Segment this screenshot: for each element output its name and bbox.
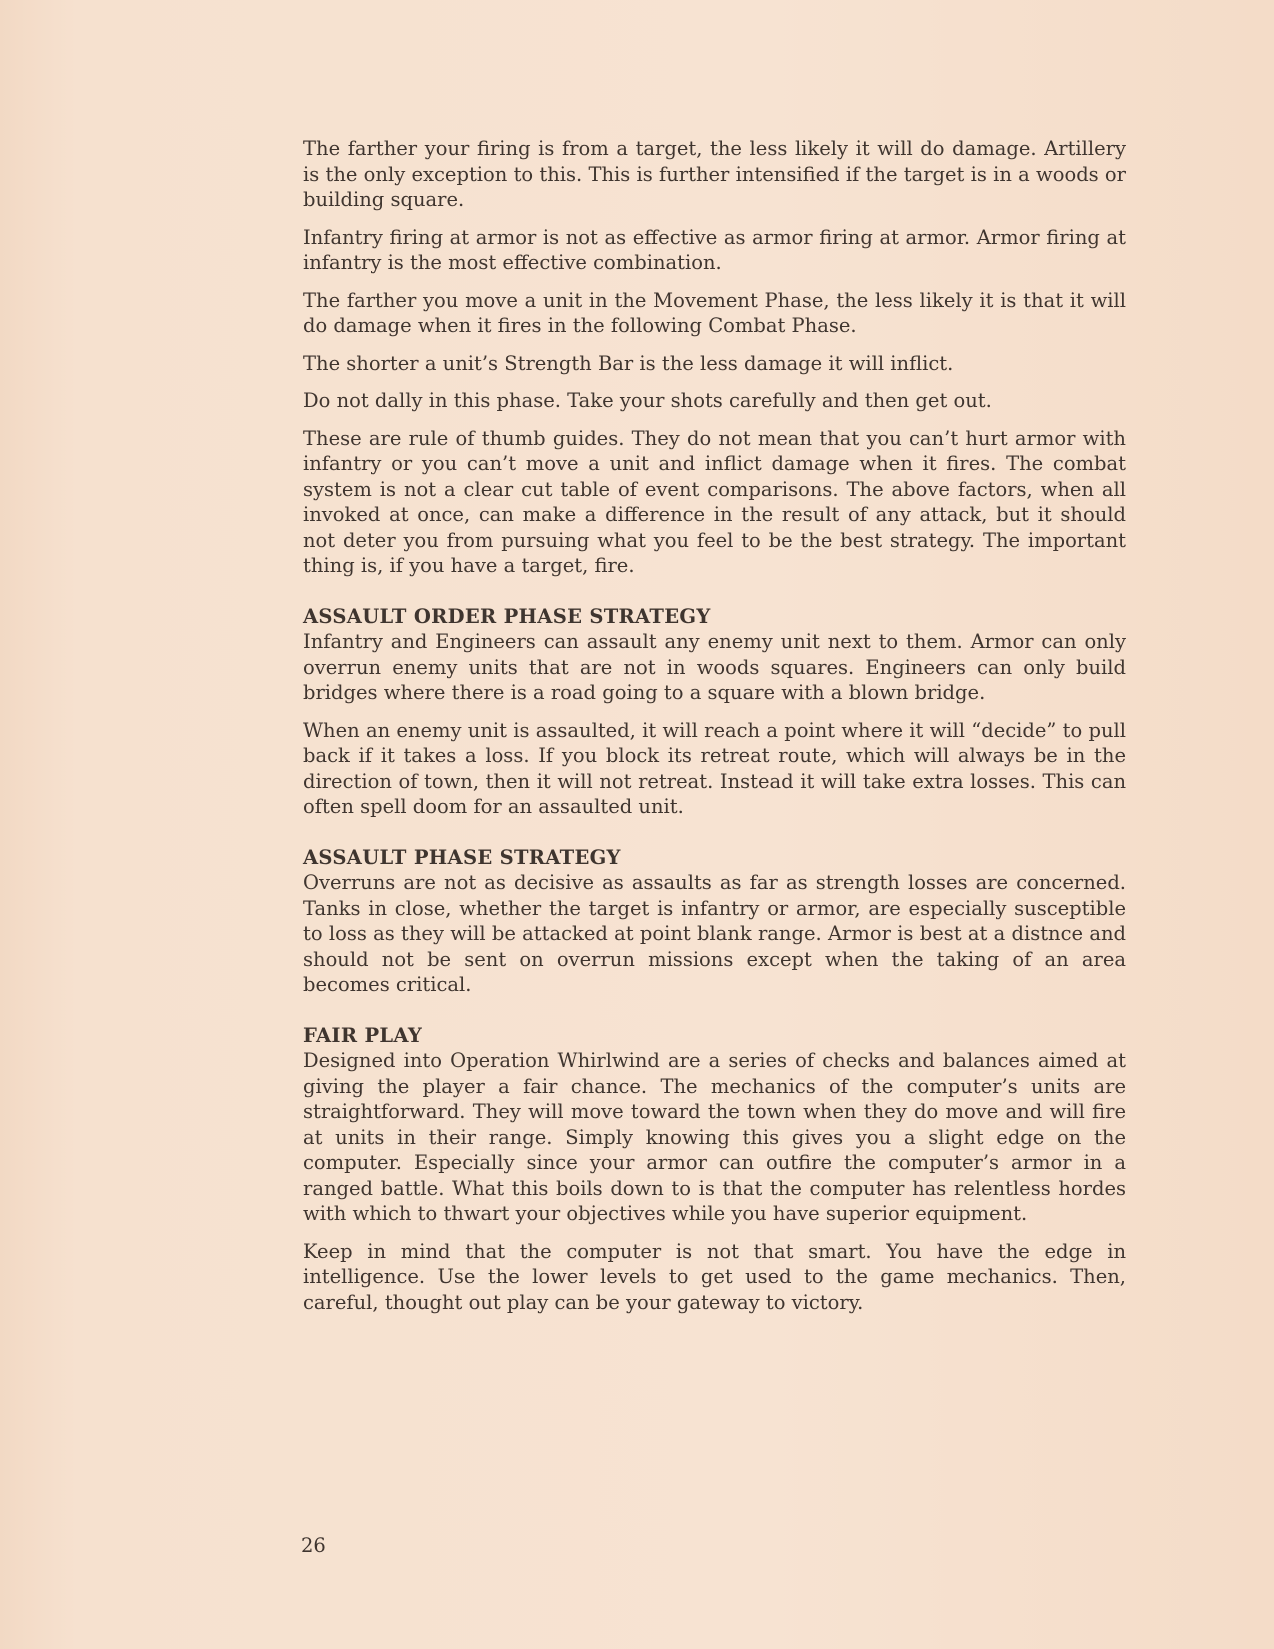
section-fair-play: [303, 1023, 1126, 1316]
section-assault-order-phase: [303, 604, 1126, 820]
paragraph-infantry-vs-armor: Infantry firing at armor is not as effective as armor firing at armor. Armor firing at infantry is the most effective combination.: [303, 225, 1126, 274]
page-number: 26: [301, 1534, 326, 1557]
section-heading: FAIR PLAY: [303, 1023, 423, 1047]
section-heading: ASSAULT ORDER PHASE STRATEGY: [303, 604, 711, 628]
paragraph-strength-bar: The shorter a unit’s Strength Bar is the less damage it will inflict.: [303, 351, 954, 375]
paragraph: Overruns are not as decisive as assaults as far as strength losses are concerned. Tanks in close, whether the target is infantry or armor, are especially susceptible to loss as they will be attacked at point blank range. Armor is best at a distnce and should not be sent on overrun missions except when the taking of an area becomes critical.: [303, 871, 1126, 996]
paragraph-firing-distance: The farther your firing is from a target, the less likely it will do damage. Artillery is the only exception to this. This is further intensified if the target is in a woods or building square.: [303, 137, 1126, 211]
section-assault-phase: [303, 845, 1126, 998]
paragraph: Infantry and Engineers can assault any enemy unit next to them. Armor can only overrun enemy units that are not in woods squares. Engineers can only build bridges where there is a road going to a square with a blown bridge.: [303, 630, 1126, 704]
paragraph: Designed into Operation Whirlwind are a series of checks and balances aimed at giving the player a fair chance. The mechanics of the computer’s units are straightforward. They will move toward the town when they do move and will fire at units in their range. Simply knowing this gives you a slight edge on the computer. Especially since your armor can outfire the computer’s armor in a ranged battle. What this boils down to is that the computer has relentless hordes with which to thwart your objectives while you have superior equipment.: [303, 1049, 1126, 1225]
paragraph-do-not-dally: Do not dally in this phase. Take your shots carefully and then get out.: [303, 389, 992, 412]
paragraph: Keep in mind that the computer is not that smart. You have the edge in intelligence. Use the lower levels to get used to the game mechanics. Then, careful, thought out play can be your gateway to victory.: [303, 1239, 1126, 1314]
paragraph-movement-penalty: The farther you move a unit in the Movement Phase, the less likely it is that it will do damage when it fires in the following Combat Phase.: [303, 288, 1126, 337]
section-heading: ASSAULT PHASE STRATEGY: [303, 845, 621, 869]
page-content: [303, 136, 1126, 1327]
paragraph-rule-of-thumb: These are rule of thumb guides. They do not mean that you can’t hurt armor with infantry or you can’t move a unit and inflict damage when it fires. The combat system is not a clear cut table of event comparisons. The above factors, when all invoked at once, can make a difference in the result of any attack, but it should not deter you from pursuing what you feel to be the best strategy. The important thing is, if you have a target, fire.: [303, 426, 1126, 577]
paragraph: When an enemy unit is assaulted, it will reach a point where it will “decide” to pull back if it takes a loss. If you block its retreat route, which will always be in the direction of town, then it will not retreat. Instead it will take extra losses. This can often spell doom for an assaulted unit.: [303, 718, 1126, 818]
